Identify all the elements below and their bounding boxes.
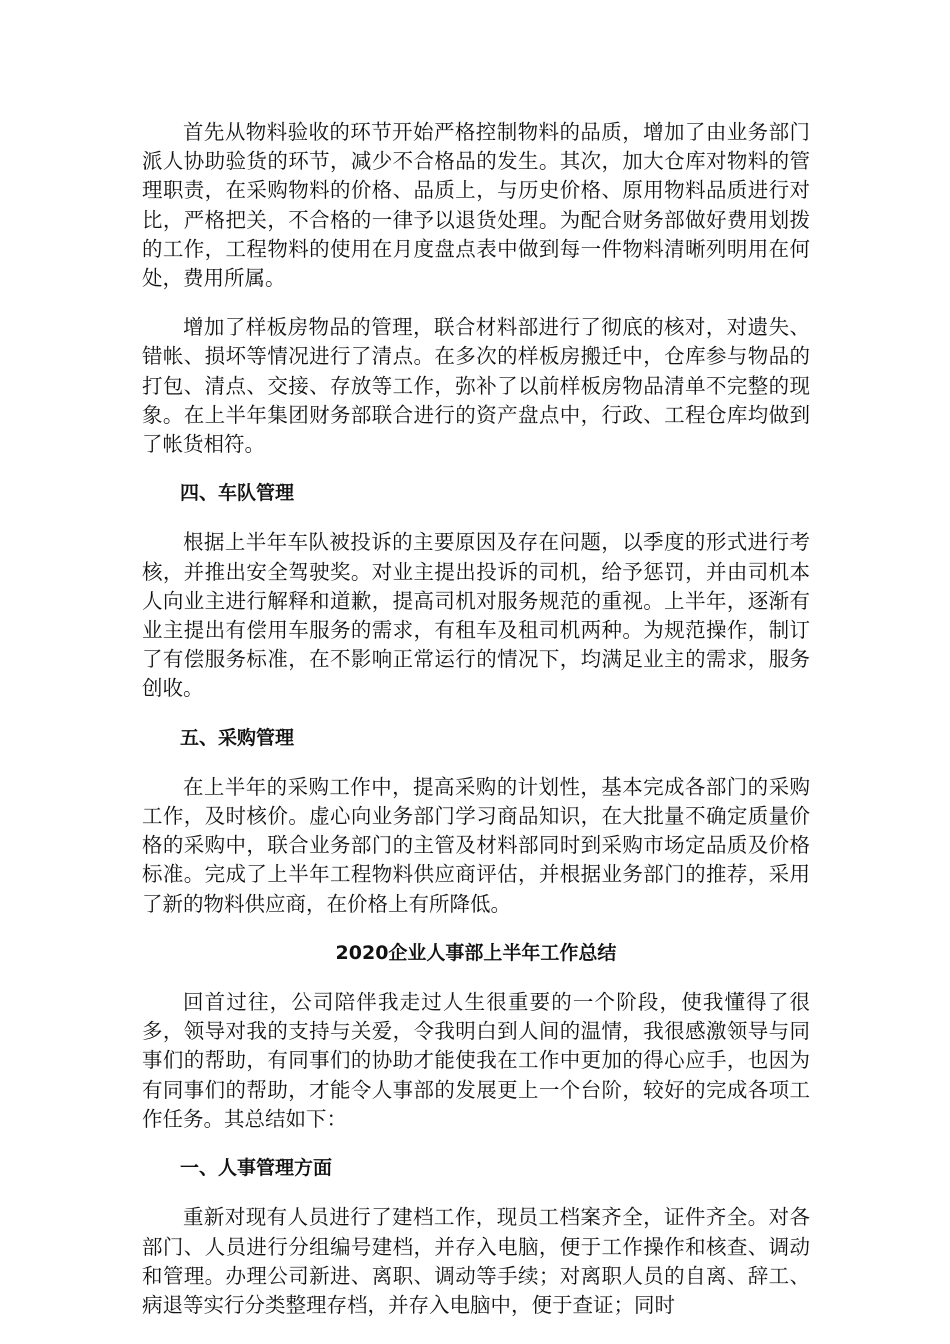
paragraph-showroom-items: 增加了样板房物品的管理，联合材料部进行了彻底的核对，对遗失、错帐、损坏等情况进行了清点。在多次的样板房搬迁中，仓库参与物品的打包、清点、交接、存放等工作，弥补了以前样板房物品清单不完整的现象。在上半年集团财务部联合进行的资产盘点中，行政、工程仓库均做到了帐货相符。 bbox=[142, 315, 810, 457]
document-title: 2020企业人事部上半年工作总结 bbox=[335, 941, 617, 964]
paragraph-material-quality: 首先从物料验收的环节开始严格控制物料的品质，增加了由业务部门派人协助验货的环节，减少不合格品的发生。其次，加大仓库对物料的管理职责，在采购物料的价格、品质上，与历史价格、原用物料品质进行对比，严格把关，不合格的一律予以退货处理。为配合财务部做好费用划拨的工作，工程物料的使用在月度盘点表中做到每一件物料清晰列明用在何处，费用所属。 bbox=[142, 120, 810, 291]
section-heading-fleet: 四、车队管理 bbox=[180, 482, 295, 505]
paragraph-purchasing: 在上半年的采购工作中，提高采购的计划性，基本完成各部门的采购工作，及时核价。虚心向业务部门学习商品知识，在大批量不确定质量价格的采购中，联合业务部门的主管及材料部同时到采购市场定品质及价格标准。完成了上半年工程物料供应商评估，并根据业务部门的推荐，采用了新的物料供应商，在价格上有所降低。 bbox=[142, 774, 810, 916]
section-heading-purchasing: 五、采购管理 bbox=[180, 726, 295, 749]
paragraph-hr: 重新对现有人员进行了建档工作，现员工档案齐全，证件齐全。对各部门、人员进行分组编号建档，并存入电脑，便于工作操作和核查、调动和管理。办理公司新进、离职、调动等手续；对离职人员的自离、辞工、病退等实行分类整理存档，并存入电脑中，便于查证；同时 bbox=[142, 1205, 810, 1317]
paragraph-fleet: 根据上半年车队被投诉的主要原因及存在问题，以季度的形式进行考核，并推出安全驾驶奖。对业主提出投诉的司机，给予惩罚，并由司机本人向业主进行解释和道歉，提高司机对服务规范的重视。上半年，逐渐有业主提出有偿用车服务的需求，有租车及租司机两种。为规范操作，制订了有偿服务标准，在不影响正常运行的情况下，均满足业主的需求，服务创收。 bbox=[142, 530, 810, 701]
section-heading-hr: 一、人事管理方面 bbox=[180, 1157, 333, 1180]
document-page bbox=[142, 118, 810, 1340]
paragraph-intro: 回首过往，公司陪伴我走过人生很重要的一个阶段，使我懂得了很多，领导对我的支持与关爱，令我明白到人间的温情，我很感激领导与同事们的帮助，有同事们的协助才能使我在工作中更加的得心应手，也因为有同事们的帮助，才能令人事部的发展更上一个台阶，较好的完成各项工作任务。其总结如下： bbox=[142, 990, 810, 1131]
